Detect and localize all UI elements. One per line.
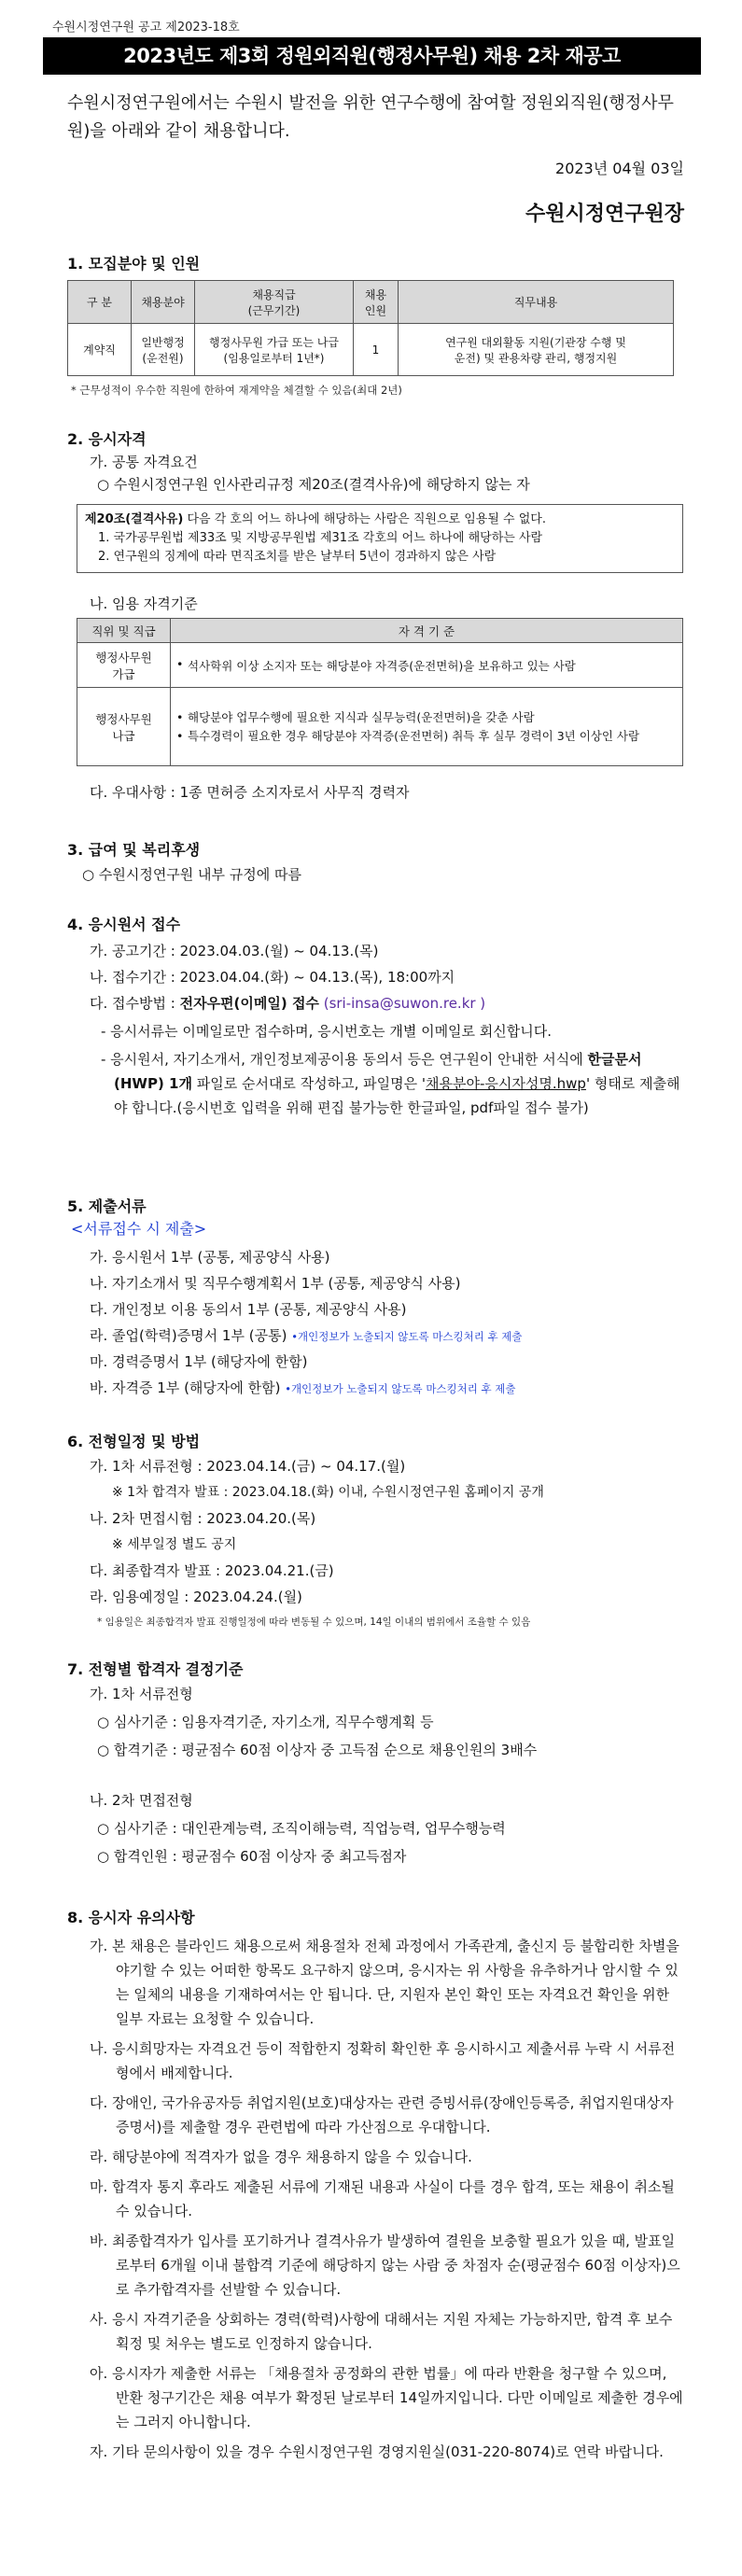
s6-b1: ※ 세부일정 별도 공지 bbox=[112, 1537, 237, 1552]
section-4-title: 4. 응시원서 접수 bbox=[67, 916, 181, 933]
box-item-1: 1. 국가공무원법 제33조 및 지방공무원법 제31조 각호의 어느 하나에 해당하는 사람 bbox=[98, 531, 543, 545]
td-grade: 행정사무원 가급 또는 나급 (임용일로부터 1년*) bbox=[195, 324, 354, 376]
s5-b: 나. 자기소개서 및 직무수행계획서 1부 (공통, 제공양식 사용) bbox=[90, 1275, 461, 1292]
notice-number: 수원시정연구원 공고 제2023-18호 bbox=[52, 21, 240, 35]
s5-e: 마. 경력증명서 1부 (해당자에 한함) bbox=[90, 1353, 308, 1370]
caution-item: 사. 응시 자격기준을 상회하는 경력(학력)사항에 대해서는 지원 자체는 가능하지만, 합격 후 보수획정 및 처우는 별도로 인정하지 않습니다. bbox=[90, 2311, 673, 2352]
s7-b1: ○ 심사기준 : 대인관계능력, 조직이해능력, 직업능력, 업무수행능력 bbox=[97, 1820, 506, 1837]
caution-item: 아. 응시자가 제출한 서류는 「채용절차 공정화의 관한 법률」에 따라 반환을 청구할 수 있으며, 반환 청구기간은 채용 여부가 확정된 날로부터 14일까지입니다. 다만 이메일로 제출한 경우에는 그러지 아니합니다. bbox=[90, 2365, 683, 2430]
t2-r2-label: 행정사무원 나급 bbox=[77, 688, 171, 766]
s4-b: 나. 접수기간 : 2023.04.04.(화) ~ 04.13.(목), 18:00까지 bbox=[90, 969, 455, 986]
caution-list bbox=[90, 1934, 683, 2470]
td-field: 일반행정 (운전원) bbox=[132, 324, 195, 376]
caution-item: 나. 응시희망자는 자격요건 등이 적합한지 정확히 확인한 후 응시하시고 제출서류 누락 시 서류전형에서 배제합니다. bbox=[90, 2040, 676, 2081]
s4-d1: - 응시서류는 이메일로만 접수하며, 응시번호는 개별 이메일로 회신합니다. bbox=[101, 1023, 553, 1040]
th-count: 채용 인원 bbox=[354, 281, 399, 324]
recruit-table bbox=[67, 280, 674, 376]
t2-h1: 직위 및 직급 bbox=[77, 619, 171, 643]
s6-a: 가. 1차 서류전형 : 2023.04.14.(금) ~ 04.17.(월) bbox=[90, 1458, 406, 1475]
box-item-2: 2. 연구원의 징계에 따라 면직조치를 받은 날부터 5년이 경과하지 않은 사람 bbox=[98, 550, 497, 564]
s7-a2: ○ 합격기준 : 평균점수 60점 이상자 중 고득점 순으로 채용인원의 3배수 bbox=[97, 1742, 538, 1758]
t2-r2-item-2: • 특수경력이 필요한 경우 해당분야 자격증(운전면허) 취득 후 실무 경력이 3년 이상인 사람 bbox=[175, 727, 679, 746]
s5-head: <서류접수 시 제출> bbox=[71, 1220, 207, 1238]
s4-c-pre: 다. 접수방법 : bbox=[90, 995, 180, 1012]
s5-a: 가. 응시원서 1부 (공통, 제공양식 사용) bbox=[90, 1249, 330, 1266]
s7-a1: ○ 심사기준 : 임용자격기준, 자기소개, 직무수행계획 등 bbox=[97, 1714, 434, 1730]
caution-item: 마. 합격자 통지 후라도 제출된 서류에 기재된 내용과 사실이 다를 경우 합격, 또는 채용이 취소될 수 있습니다. bbox=[90, 2178, 675, 2219]
th-duty: 직무내용 bbox=[399, 281, 674, 324]
th-type: 구 분 bbox=[68, 281, 132, 324]
notice-title: 2023년도 제3회 정원외직원(행정사무원) 채용 2차 재공고 bbox=[43, 37, 701, 75]
s4-d2-d: 채용분야-응시자성명.hwp bbox=[426, 1075, 586, 1092]
caution-item: 다. 장애인, 국가유공자등 취업지원(보호)대상자는 관련 증빙서류(장애인등록증, 취업지원대상자 증명서)를 제출할 경우 관련법에 따라 가산점으로 우대합니다. bbox=[90, 2094, 674, 2135]
caution-item: 가. 본 채용은 블라인드 채용으로써 채용절차 전체 과정에서 가족관계, 출신지 등 불합리한 차별을 야기할 수 있는 어떠한 항목도 요구하지 않으며, 응시자는 위 사항을 유추하거나 암시할 수 있는 일체의 내용을 기재하여서는 안 됩니다. 단, 지원자 본인 확인 또는 자격요건 확인을 위한 일부 자료는 요청할 수 있습니다. bbox=[90, 1938, 679, 2027]
th-field: 채용분야 bbox=[132, 281, 195, 324]
s5-d bbox=[90, 1325, 522, 1347]
s5-f-note: •개인정보가 노출되지 않도록 마스킹처리 후 제출 bbox=[285, 1382, 516, 1395]
box-lead: 제20조(결격사유) bbox=[85, 512, 184, 526]
s2-a: 가. 공통 자격요건 bbox=[90, 454, 198, 470]
s7-b2: ○ 합격인원 : 평균점수 60점 이상자 중 최고득점자 bbox=[97, 1848, 407, 1865]
section-8-title: 8. 응시자 유의사항 bbox=[67, 1909, 195, 1926]
s6-a1: ※ 1차 합격자 발표 : 2023.04.18.(화) 이내, 수원시정연구원 홈페이지 공개 bbox=[112, 1485, 544, 1500]
s4-d2 bbox=[101, 1047, 687, 1120]
s4-d2-e: ' 형태로 제출해야 합니다.(응시번호 입력을 위해 편집 불가능한 한글파일, pdf파일 접수 불가) bbox=[114, 1075, 680, 1116]
qualification-table bbox=[77, 618, 683, 766]
s4-d2-a: - 응시원서, 자기소개서, 개인정보제공이용 동의서 등은 연구원이 안내한 서식에 bbox=[101, 1051, 588, 1068]
s5-c: 다. 개인정보 이용 동의서 1부 (공통, 제공양식 사용) bbox=[90, 1301, 407, 1318]
t2-r1-item: • 석사학위 이상 소지자 또는 해당분야 자격증(운전면허)을 보유하고 있는 사람 bbox=[175, 657, 679, 674]
s6-d: 라. 임용예정일 : 2023.04.24.(월) bbox=[90, 1589, 302, 1605]
caution-item: 자. 기타 문의사항이 있을 경우 수원시정연구원 경영지원실(031-220-8074)로 연락 바랍니다. bbox=[90, 2443, 664, 2460]
t2-r2-item-1: • 해당분야 업무수행에 필요한 지식과 실무능력(운전면허)을 갖춘 사람 bbox=[175, 708, 679, 727]
td-type: 계약직 bbox=[68, 324, 132, 376]
s2-a1: ○ 수원시정연구원 인사관리규정 제20조(결격사유)에 해당하지 않는 자 bbox=[97, 476, 530, 493]
notice-date: 2023년 04월 03일 bbox=[555, 160, 684, 177]
section-5-title: 5. 제출서류 bbox=[67, 1197, 147, 1215]
s6-b: 나. 2차 면접시험 : 2023.04.20.(목) bbox=[90, 1510, 316, 1527]
signer: 수원시정연구원장 bbox=[525, 203, 684, 226]
caution-item: 바. 최종합격자가 입사를 포기하거나 결격사유가 발생하여 결원을 보충할 필요가 있을 때, 발표일로부터 6개월 이내 불합격 기준에 해당하지 않는 사람 중 차점자 순(평균점수 60점 이상자)으로 추가합격자를 선발할 수 있습니다. bbox=[90, 2233, 680, 2298]
box-text: 다음 각 호의 어느 하나에 해당하는 사람은 직원으로 임용될 수 없다. bbox=[183, 512, 546, 526]
s3-l1: ○ 수원시정연구원 내부 규정에 따름 bbox=[82, 866, 302, 883]
s5-f bbox=[90, 1378, 516, 1399]
t2-r1-label: 행정사무원 가급 bbox=[77, 643, 171, 688]
section-1-title: 1. 모집분야 및 인원 bbox=[67, 255, 201, 273]
s7-b: 나. 2차 면접전형 bbox=[90, 1792, 193, 1809]
disqualification-box bbox=[77, 504, 683, 573]
s5-d-note: •개인정보가 노출되지 않도록 마스킹처리 후 제출 bbox=[291, 1330, 523, 1343]
th-grade: 채용직급 (근무기간) bbox=[195, 281, 354, 324]
section-2-title: 2. 응시자격 bbox=[67, 430, 147, 448]
section-6-title: 6. 전형일정 및 방법 bbox=[67, 1433, 201, 1450]
section-1-note: * 근무성적이 우수한 직원에 한하여 재계약을 체결할 수 있음(최대 2년) bbox=[71, 384, 402, 397]
s4-a: 가. 공고기간 : 2023.04.03.(월) ~ 04.13.(목) bbox=[90, 943, 379, 959]
intro-text: 수원시정연구원에서는 수원시 발전을 위한 연구수행에 참여할 정원외직원(행정사무원)을 아래와 같이 채용합니다. bbox=[67, 93, 674, 141]
s2-c: 다. 우대사항 : 1종 면허증 소지자로서 사무직 경력자 bbox=[90, 784, 410, 801]
s5-d-text: 라. 졸업(학력)증명서 1부 (공통) bbox=[90, 1327, 287, 1344]
caution-item: 라. 해당분야에 적격자가 없을 경우 채용하지 않을 수 있습니다. bbox=[90, 2149, 472, 2165]
t2-h2: 자 격 기 준 bbox=[171, 619, 683, 643]
td-count: 1 bbox=[354, 324, 399, 376]
s6-c: 다. 최종합격자 발표 : 2023.04.21.(금) bbox=[90, 1562, 334, 1579]
section-7-title: 7. 전형별 합격자 결정기준 bbox=[67, 1660, 244, 1678]
td-duty: 연구원 대외활동 지원(기관장 수행 및 운전) 및 관용차량 관리, 행정지원 bbox=[399, 324, 674, 376]
s4-d2-c: 파일로 순서대로 작성하고, 파일명은 ' bbox=[191, 1075, 427, 1092]
s6-note: * 임용일은 최종합격자 발표 진행일정에 따라 변동될 수 있으며, 14일 이내의 범위에서 조율할 수 있음 bbox=[97, 1617, 531, 1628]
s5-f-text: 바. 자격증 1부 (해당자에 한함) bbox=[90, 1379, 281, 1396]
email-link[interactable]: (sri-insa@suwon.re.kr ) bbox=[323, 995, 486, 1012]
s7-a: 가. 1차 서류전형 bbox=[90, 1686, 193, 1702]
s4-d2-b: 한글문서(HWP) 1개 bbox=[114, 1051, 642, 1092]
s4-c-bold: 전자우편(이메일) 접수 bbox=[179, 995, 319, 1012]
s4-c bbox=[90, 993, 485, 1014]
section-3-title: 3. 급여 및 복리후생 bbox=[67, 841, 201, 859]
s2-b: 나. 임용 자격기준 bbox=[90, 595, 198, 612]
